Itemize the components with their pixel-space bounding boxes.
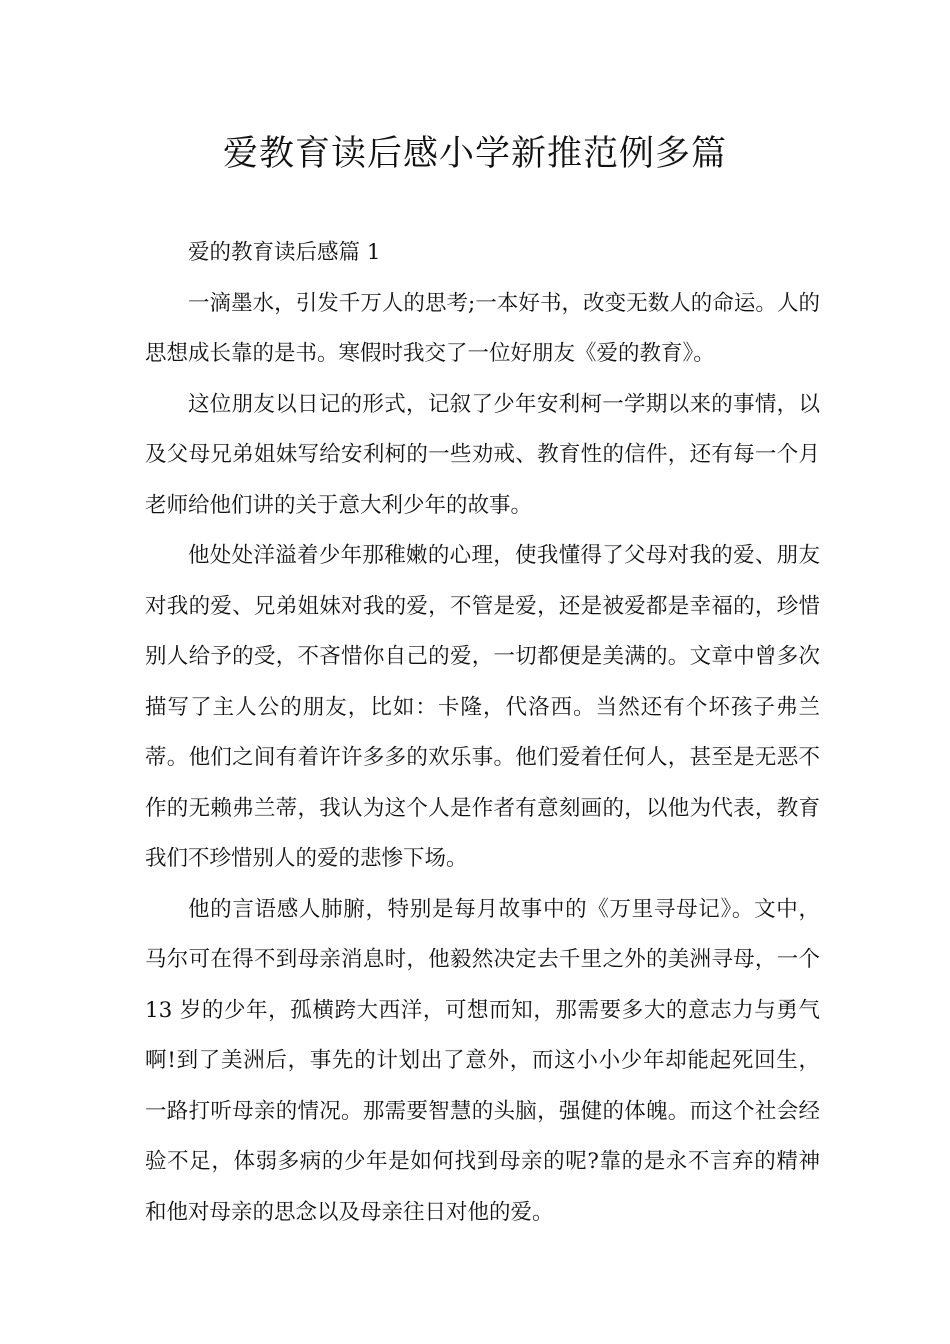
document-title: 爱教育读后感小学新推范例多篇 [222,134,727,174]
section-heading: 爱的教育读后感篇 1 [188,240,381,265]
document-body [145,228,820,1238]
paragraph: 一滴墨水，引发千万人的思考;一本好书，改变无数人的命运。人的思想成长靠的是书。寒假时我交了一位好朋友《爱的教育》。 [145,290,820,366]
paragraph: 这位朋友以日记的形式，记叙了少年安利柯一学期以来的事情，以及父母兄弟姐妹写给安利柯的一些劝戒、教育性的信件，还有每一个月老师给他们讲的关于意大利少年的故事。 [145,391,820,518]
paragraph: 他的言语感人肺腑，特别是每月故事中的《万里寻母记》。文中，马尔可在得不到母亲消息时，他毅然决定去千里之外的美洲寻母，一个 13 岁的少年，孤横跨大西洋，可想而知，那需要多大的意志力与勇气啊!到了美洲后，事先的计划出了意外，而这小小少年却能起死回生，一路打听母亲的情况。那需要智慧的头脑，强健的体魄。而这个社会经验不足，体弱多病的少年是如何找到母亲的呢?靠的是永不言弃的精神和他对母亲的思念以及母亲往日对他的爱。 [145,896,820,1225]
paragraph: 他处处洋溢着少年那稚嫩的心理，使我懂得了父母对我的爱、朋友对我的爱、兄弟姐妹对我的爱，不管是爱，还是被爱都是幸福的，珍惜别人给予的受，不吝惜你自己的爱，一切都便是美满的。文章中曾多次描写了主人公的朋友，比如：卡隆，代洛西。当然还有个坏孩子弗兰蒂。他们之间有着许许多多的欢乐事。他们爱着任何人，甚至是无恶不作的无赖弗兰蒂，我认为这个人是作者有意刻画的，以他为代表，教育我们不珍惜别人的爱的悲惨下场。 [145,543,820,871]
